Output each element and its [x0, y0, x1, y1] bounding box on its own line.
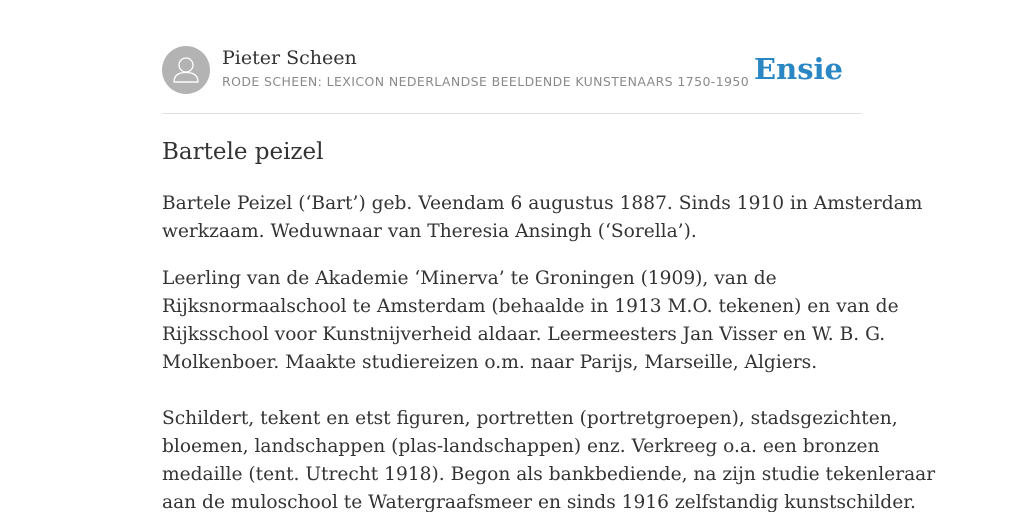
paragraph-line: Rijksnormaalschool te Amsterdam (behaalde in 1913 M.O. tekenen) en van de	[162, 296, 899, 317]
paragraph-line: aan de muloschool te Watergraafsmeer en sinds 1916 zelfstandig kunstschilder.	[162, 492, 916, 512]
paragraph-line: werkzaam. Weduwnaar van Theresia Ansingh (‘Sorella’).	[162, 221, 697, 242]
paragraph-spacer	[162, 377, 862, 405]
source-title[interactable]: RODE SCHEEN: LEXICON NEDERLANDSE BEELDENDE KUNSTENAARS 1750-1950	[222, 74, 750, 89]
ensie-logo[interactable]: Ensie	[754, 52, 843, 86]
paragraph-line: Bartele Peizel (‘Bart’) geb. Veendam 6 augustus 1887. Sinds 1910 in Amsterdam	[162, 193, 923, 214]
paragraph-line: Schildert, tekent en etst figuren, portretten (portretgroepen), stadsgezichten,	[162, 408, 898, 429]
paragraph-spacer	[162, 246, 862, 265]
paragraph-line: Leerling van de Akademie ‘Minerva’ te Groningen (1909), van de	[162, 268, 777, 289]
user-icon	[162, 46, 210, 94]
paragraph-line: bloemen, landschappen (plas-landschappen) enz. Verkreeg o.a. een bronzen	[162, 436, 880, 457]
paragraph-line: medaille (tent. Utrecht 1918). Begon als bankbediende, na zijn studie tekenleraar	[162, 464, 936, 485]
author-avatar[interactable]	[162, 46, 210, 94]
article-header	[162, 46, 862, 114]
article-title: Bartele peizel	[162, 139, 324, 165]
paragraph-line: Rijksschool voor Kunstnijverheid aldaar. Leermeesters Jan Visser en W. B. G.	[162, 324, 886, 345]
paragraph-line: Molkenboer. Maakte studiereizen o.m. naar Parijs, Marseille, Algiers.	[162, 352, 818, 373]
article-body	[162, 190, 936, 512]
author-name[interactable]: Pieter Scheen	[222, 47, 357, 69]
